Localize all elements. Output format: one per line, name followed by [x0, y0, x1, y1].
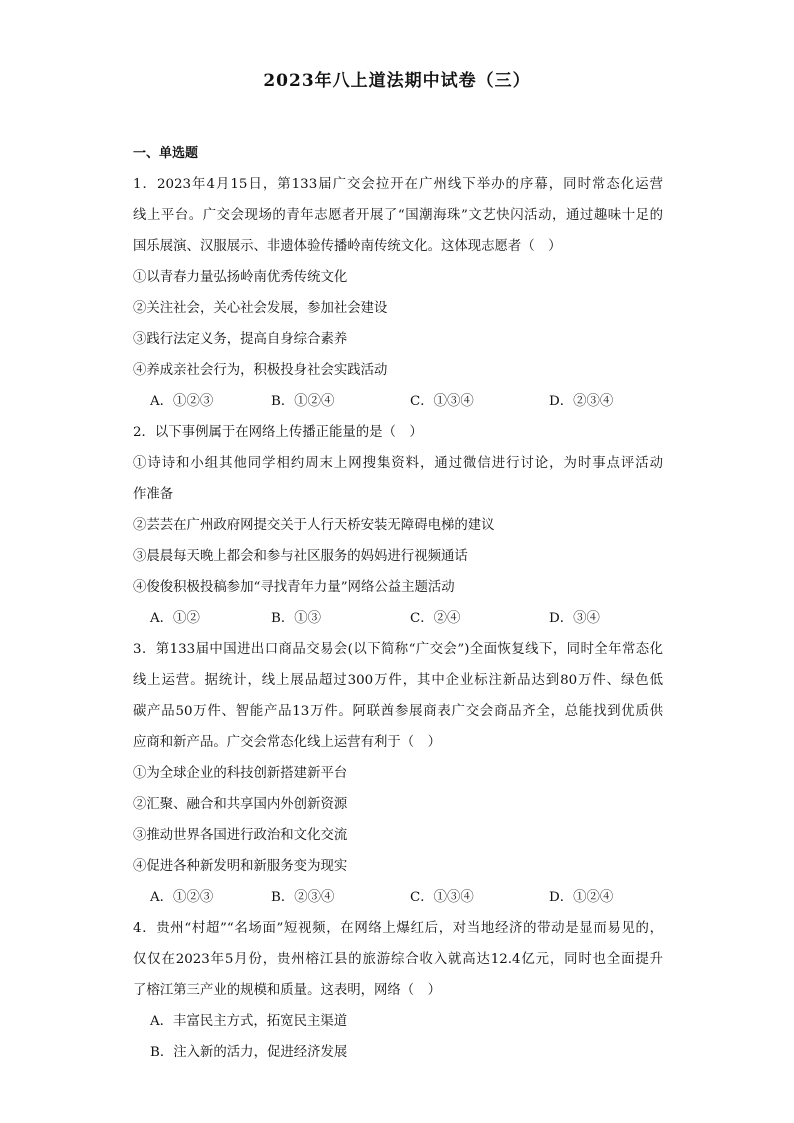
choice-b: B．①③ — [271, 611, 322, 626]
question-stem-line: 碳产品50万件、智能产品13万件。阿联酋参展商表广交会商品齐全，总能找到优质供 — [133, 704, 663, 719]
statement: ④养成亲社会行为，积极投身社会实践活动 — [133, 363, 388, 378]
question-stem-line: 了榕江第三产业的规模和质量。这表明，网络（ ） — [133, 983, 441, 998]
choice-d: D．②③④ — [549, 394, 614, 409]
question-stem-line: 国乐展演、汉服展示、非遗体验传播岭南传统文化。这体现志愿者（ ） — [133, 239, 562, 254]
question-2 — [133, 417, 663, 634]
question-stem-line: 仅仅在2023年5月份，贵州榕江县的旅游综合收入就高达12.4亿元，同时也全面提升 — [133, 952, 663, 967]
statement: ①诗诗和小组其他同学相约周末上网搜集资料，通过微信进行讨论，为时事点评活动 — [133, 456, 663, 471]
choice-d: D．①②④ — [549, 890, 614, 905]
choice-d: D．③④ — [549, 611, 600, 626]
choice-b: B．②③④ — [271, 890, 335, 905]
question-stem-line: 线上平台。广交会现场的青年志愿者开展了“国潮海珠”文艺快闪活动，通过趣味十足的 — [133, 208, 663, 223]
choice-c: C．①③④ — [410, 394, 474, 409]
choice-a: A．丰富民主方式，拓宽民主渠道 — [150, 1014, 348, 1029]
statement: ④促进各种新发明和新服务变为现实 — [133, 859, 348, 874]
question-1 — [133, 169, 663, 417]
choice-b: B．注入新的活力，促进经济发展 — [150, 1045, 348, 1060]
statement: ①为全球企业的科技创新搭建新平台 — [133, 766, 348, 781]
statement-continuation: 作准备 — [133, 487, 174, 502]
question-3 — [133, 634, 663, 913]
statement: ③晨晨每天晚上都会和参与社区服务的妈妈进行视频通话 — [133, 549, 468, 564]
statement: ①以青春力量弘扬岭南优秀传统文化 — [133, 270, 348, 285]
choice-a: A．①② — [150, 611, 200, 626]
statement: ③推动世界各国进行政治和文化交流 — [133, 828, 348, 843]
answer-choices — [133, 882, 663, 913]
statement: ②关注社会，关心社会发展，参加社会建设 — [133, 301, 388, 316]
statement: ③践行法定义务，提高自身综合素养 — [133, 332, 348, 347]
choice-c: C．①③④ — [410, 890, 474, 905]
question-stem-line: 应商和新产品。广交会常态化线上运营有利于（ ） — [133, 735, 441, 750]
question-stem-line: 4．贵州“村超”“名场面”短视频，在网络上爆红后，对当地经济的带动是显而易见的， — [133, 921, 663, 936]
question-stem-line: 3．第133届中国进出口商品交易会(以下简称“广交会”)全面恢复线下，同时全年常态化 — [133, 642, 663, 657]
statement: ②芸芸在广州政府网提交关于人行天桥安装无障碍电梯的建议 — [133, 518, 495, 533]
choice-a: A．①②③ — [150, 890, 214, 905]
question-4 — [133, 913, 663, 1068]
choice-c: C．②④ — [410, 611, 461, 626]
exam-title: 2023年八上道法期中试卷（三） — [263, 71, 531, 91]
answer-choices — [133, 603, 663, 634]
statement: ②汇聚、融合和共享国内外创新资源 — [133, 797, 348, 812]
answer-choices — [133, 386, 663, 417]
choice-a: A．①②③ — [150, 394, 214, 409]
question-stem-line: 2．以下事例属于在网络上传播正能量的是（ ） — [133, 425, 423, 440]
question-stem-line: 线上运营。据统计，线上展品超过300万件，其中企业标注新品达到80万件、绿色低 — [133, 673, 663, 688]
statement: ④俊俊积极投稿参加“寻找青年力量”网络公益主题活动 — [133, 580, 455, 595]
section-heading: 一、单选题 — [133, 146, 199, 161]
choice-b: B．①②④ — [271, 394, 335, 409]
exam-content — [133, 138, 663, 1068]
question-stem-line: 1．2023年4月15日，第133届广交会拉开在广州线下举办的序幕，同时常态化运营 — [133, 177, 663, 192]
